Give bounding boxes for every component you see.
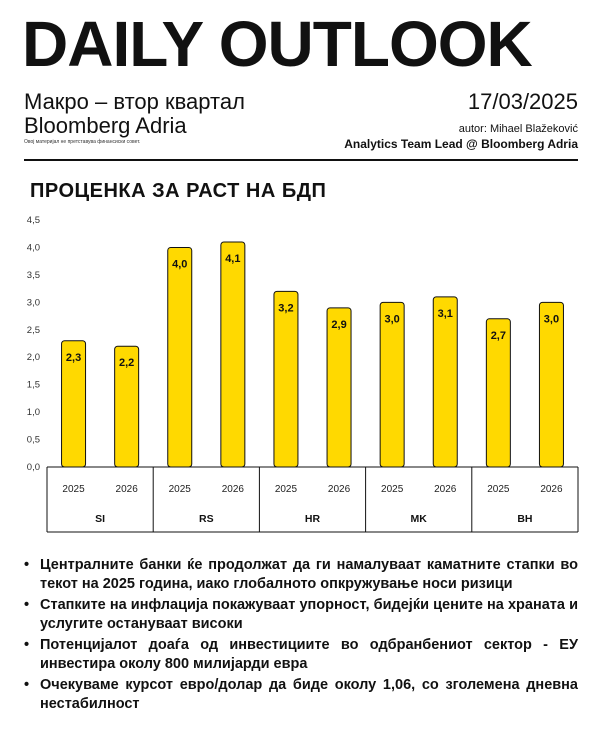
bullet-text: Потенцијалот доаѓа од инвестициите во одбранбениот сектор - ЕУ инвестира околу 800 милијарди евра [40, 637, 578, 672]
y-tick-label: 0,0 [26, 462, 40, 473]
bullet-item [22, 556, 578, 594]
y-tick-label: 3,5 [26, 269, 40, 281]
subtitle-line-2: Bloomberg Adria [24, 113, 187, 138]
x-category-label: 2025 [168, 484, 191, 495]
bullet-item [22, 676, 578, 714]
x-group-label: BH [517, 513, 533, 525]
bullet-item [22, 636, 578, 674]
bar-value-label: 2,2 [119, 357, 135, 370]
bar-value-label: 3,1 [437, 307, 453, 320]
x-category-label: 2025 [274, 484, 298, 495]
x-category-label: 2025 [62, 484, 85, 495]
author: autor: Mihael Blažeković [458, 123, 578, 135]
x-category-label: 2025 [381, 484, 404, 495]
y-tick-label: 1,5 [26, 379, 40, 391]
x-category-label: 2025 [487, 484, 510, 495]
bar [274, 291, 298, 467]
y-tick-label: 1,0 [26, 407, 40, 419]
page-title: DAILY OUTLOOK [22, 8, 532, 80]
bar-value-label: 2,3 [65, 351, 82, 364]
subtitle [24, 90, 245, 138]
bar [539, 302, 563, 467]
bar [380, 302, 404, 467]
bar-value-label: 2,9 [331, 318, 347, 331]
x-category-label: 2026 [115, 484, 138, 495]
bullet-text: Централните банки ќе продолжат да ги намалуваат каматните стапки во текот на 2025 година, иако глобалното опкружување носи ризици [40, 557, 578, 592]
bar-value-label: 3,0 [384, 313, 400, 326]
bullet-list [22, 556, 578, 716]
report-date: 17/03/2025 [467, 89, 578, 114]
bar-value-label: 4,1 [225, 252, 241, 265]
x-group-label: MK [410, 513, 427, 525]
bullet-item [22, 596, 578, 634]
disclaimer: Овој материјал не претставува финансиски совет. [24, 139, 141, 145]
x-group-label: SI [95, 513, 106, 525]
bullet-text: Стапките на инфлација покажуваат упорност, бидејќи цените на храната и услугите остануваат високи [40, 597, 578, 632]
x-group-label: RS [199, 513, 214, 525]
header-divider [24, 159, 578, 161]
bar-value-label: 3,2 [278, 302, 294, 315]
y-tick-label: 4,5 [26, 215, 40, 226]
y-tick-label: 3,0 [26, 297, 40, 309]
y-tick-label: 2,0 [26, 352, 40, 364]
y-tick-label: 4,0 [26, 242, 40, 254]
author-team: Analytics Team Lead @ Bloomberg Adria [344, 137, 578, 151]
bar [433, 297, 457, 467]
x-category-label: 2026 [327, 484, 351, 495]
subtitle-line-1: Макро – втор квартал [24, 89, 245, 114]
x-category-label: 2026 [540, 484, 563, 495]
y-tick-label: 0,5 [26, 434, 40, 446]
bar-value-label: 4,0 [172, 258, 188, 271]
gdp-growth-chart [0, 200, 600, 545]
bar-value-label: 2,7 [490, 329, 506, 342]
x-category-label: 2026 [434, 484, 457, 495]
chart-title: ПРОЦЕНКА ЗА РАСТ НА БДП [30, 180, 327, 202]
bar-value-label: 3,0 [543, 313, 560, 326]
bar [168, 247, 192, 467]
y-tick-label: 2,5 [26, 324, 40, 336]
bar [327, 308, 351, 467]
x-group-label: HR [304, 513, 321, 525]
bullet-text: Очекуваме курсот евро/долар да биде околу 1,06, со зголемена дневна нестабилност [40, 677, 578, 712]
bar [221, 242, 245, 467]
x-category-label: 2026 [221, 484, 244, 495]
